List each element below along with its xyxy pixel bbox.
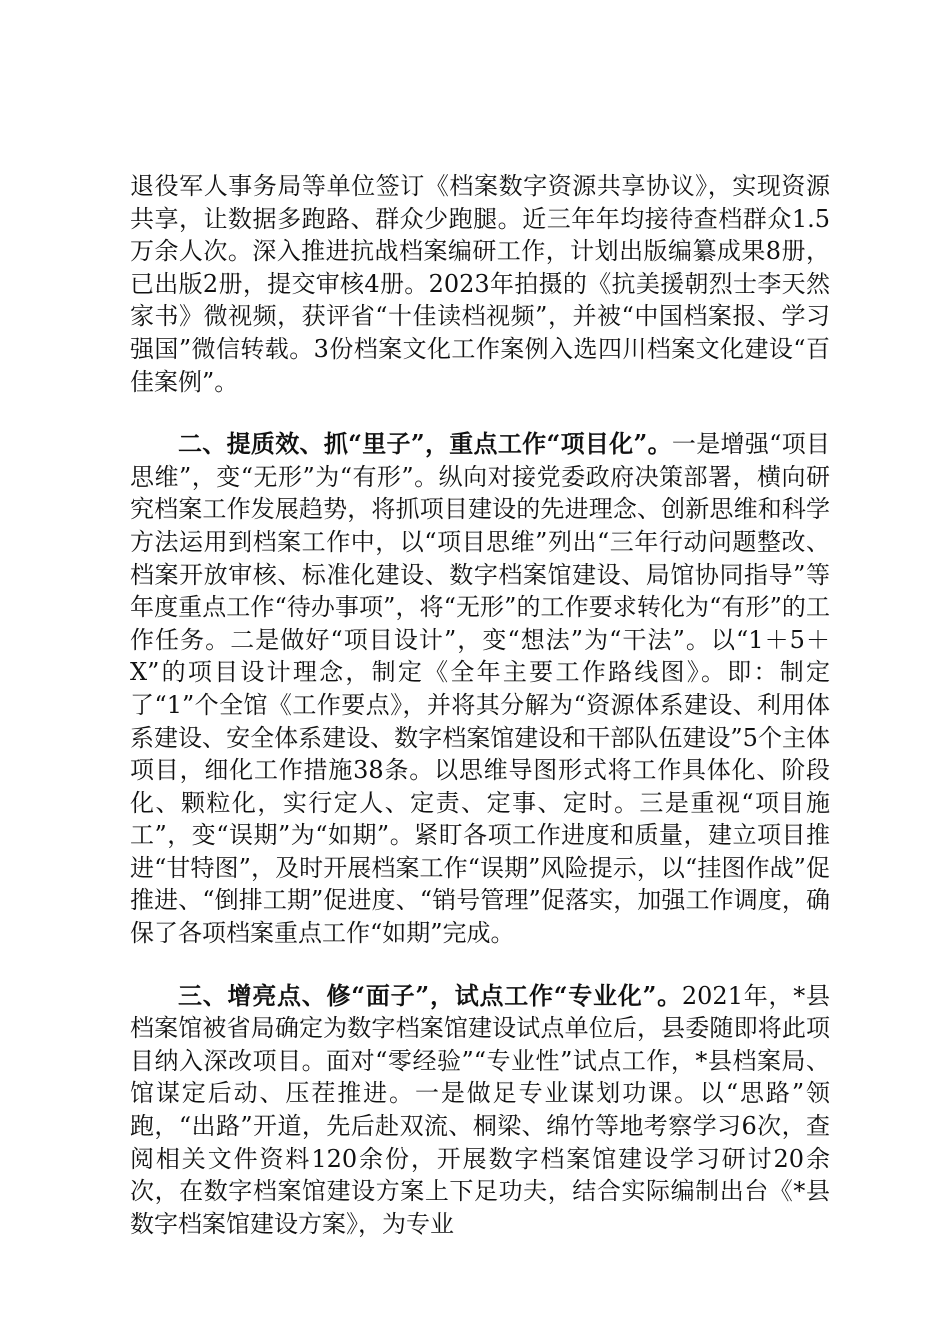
paragraph-text: 一是增强“项目思维”，变“无形”为“有形”。纵向对接党委政府决策部署，横向研究档案工作发展趋势，将抓项目建设的先进理念、创新思维和科学方法运用到档案工作中，以“项目思维”列出“三年行动问题整改、档案开放审核、标准化建设、数字档案馆建设、局馆协同指导”等年度重点工作“待办事项”，将“无形”的工作要求转化为“有形”的工作任务。二是做好“项目设计”，变“想法”为“干法”。以“1＋5＋X”的项目设计理念，制定《全年主要工作路线图》。即：制定了“1”个全馆《工作要点》，并将其分解为“资源体系建设、利用体系建设、安全体系建设、数字档案馆建设和干部队伍建设”5个主体项目，细化工作措施38条。以思维导图形式将工作具体化、阶段化、颗粒化，实行定人、定责、定事、定时。三是重视“项目施工”，变“误期”为“如期”。紧盯各项工作进度和质量，建立项目推进“甘特图”，及时开展档案工作“误期”风险提示，以“挂图作战”促推进、“倒排工期”促进度、“销号管理”促落实，加强工作调度，确保了各项档案重点工作“如期”完成。 [130,430,830,948]
document-body [130,170,830,1240]
paragraph-section-three [130,980,830,1241]
paragraph-text: 2021年，*县档案馆被省局确定为数字档案馆建设试点单位后，县委随即将此项目纳入深改项目。面对“零经验”“专业性”试点工作，*县档案局、馆谋定后动、压茬推进。一是做足专业谋划功课。以“思路”领跑，“出路”开道，先后赴双流、桐梁、绵竹等地考察学习6次，查阅相关文件资料120余份，开展数字档案馆建设学习研讨20余次，在数字档案馆建设方案上下足功夫，结合实际编制出台《*县数字档案馆建设方案》，为专业 [130,981,830,1238]
paragraph-continuation [130,170,830,398]
section-heading: 二、提质效、抓“里子”，重点工作“项目化”。 [178,429,672,459]
paragraph-text: 退役军人事务局等单位签订《档案数字资源共享协议》，实现资源共享，让数据多跑路、群众少跑腿。近三年年均接待查档群众1.5万余人次。深入推进抗战档案编研工作，计划出版编纂成果8册，已出版2册，提交审核4册。2023年拍摄的《抗美援朝烈士李天然家书》微视频，获评省“十佳读档视频”，并被“中国档案报、学习强国”微信转载。3份档案文化工作案例入选四川档案文化建设“百佳案例”。 [130,172,830,396]
section-heading: 三、增亮点、修“面子”，试点工作“专业化”。 [178,980,682,1010]
paragraph-section-two [130,428,830,950]
